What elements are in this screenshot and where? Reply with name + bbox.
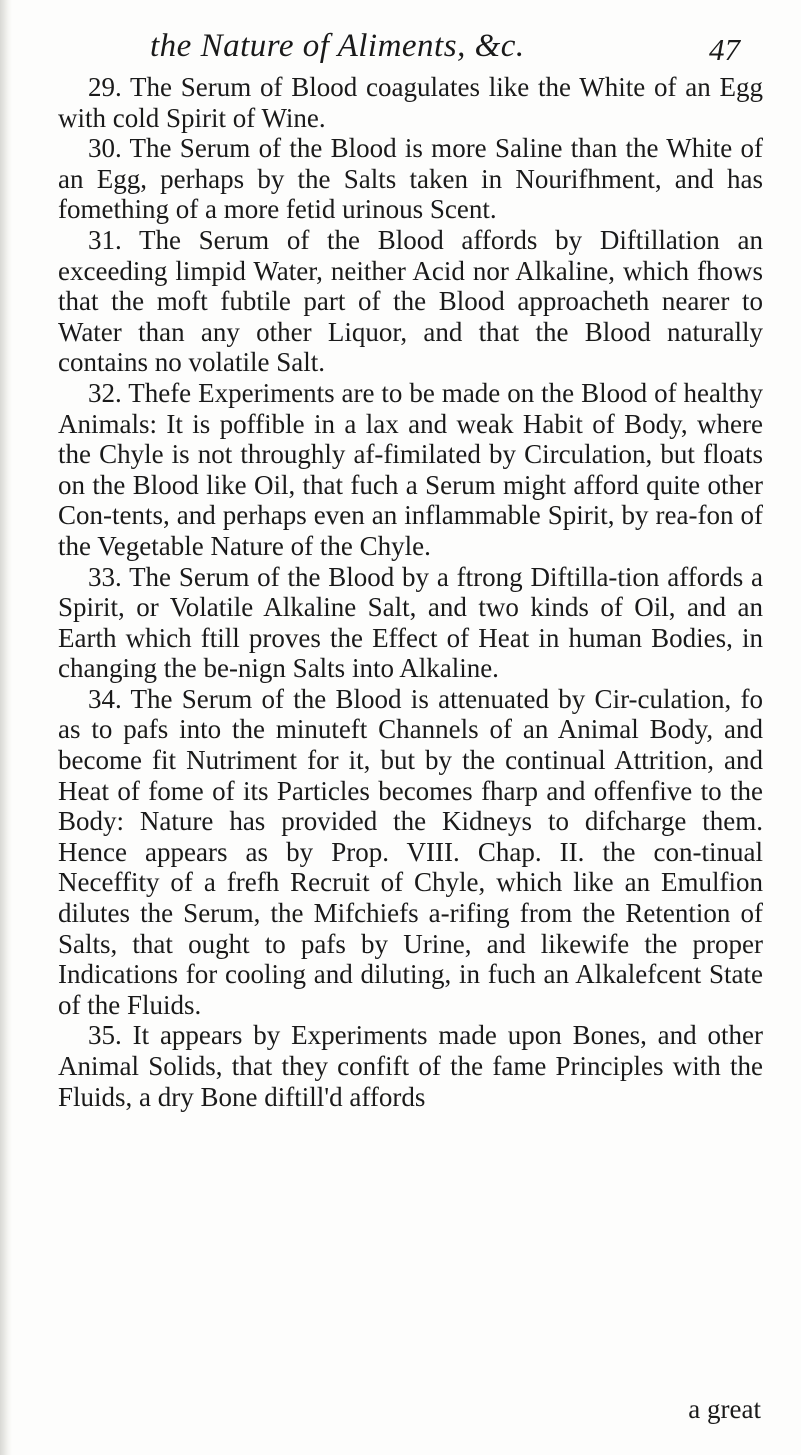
running-head (150, 22, 740, 70)
paragraph-30: 30. The Serum of the Blood is more Saline than the White of an Egg, perhaps by the Salts taken in Nourifhment, and has fomething of a more fetid urinous Scent. (58, 133, 763, 225)
text-body (58, 72, 763, 1112)
page-number: 47 (709, 32, 740, 67)
paragraph-33: 33. The Serum of the Blood by a ftrong Diftilla-tion affords a Spirit, or Volatile Alkaline Salt, and two kinds of Oil, and an Earth which ftill proves the Effect of Heat in human Bodies, in changing the be-nign Salts into Alkaline. (58, 561, 763, 684)
page-gutter-shadow (0, 0, 12, 1455)
paragraph-29: 29. The Serum of Blood coagulates like the White of an Egg with cold Spirit of Wine. (58, 72, 763, 133)
catchword: a great (688, 1394, 761, 1424)
paragraph-35: 35. It appears by Experiments made upon Bones, and other Animal Solids, that they confift of the fame Principles with the Fluids, a dry Bone diftill'd affords (58, 1020, 763, 1112)
paragraph-34: 34. The Serum of the Blood is attenuated by Cir-culation, fo as to pafs into the minuteft Channels of an Animal Body, and become fit Nutriment for it, but by the continual Attrition, and Heat of fome of its Particles becomes fharp and offenfive to the Body: Nature has provided the Kidneys to difcharge them. Hence appears as by Prop. VIII. Chap. II. the con-tinual Neceffity of a frefh Recruit of Chyle, which like an Emulfion dilutes the Serum, the Mifchiefs a-rifing from the Retention of Salts, that ought to pafs by Urine, and likewife the proper Indications for cooling and diluting, in fuch an Alkalefcent State of the Fluids. (58, 683, 763, 1020)
paragraph-31: 31. The Serum of the Blood affords by Diftillation an exceeding limpid Water, neither Acid nor Alkaline, which fhows that the moft fubtile part of the Blood approacheth nearer to Water than any other Liquor, and that the Blood naturally contains no volatile Salt. (58, 224, 763, 378)
paragraph-32: 32. Thefe Experiments are to be made on the Blood of healthy Animals: It is poffible in a lax and weak Habit of Body, where the Chyle is not throughly af-fimilated by Circulation, but floats on the Blood like Oil, that fuch a Serum might afford quite other Con-tents, and perhaps even an inflammable Spirit, by rea-fon of the Vegetable Nature of the Chyle. (58, 377, 763, 561)
running-title: the Nature of Aliments, &c. (150, 28, 525, 64)
